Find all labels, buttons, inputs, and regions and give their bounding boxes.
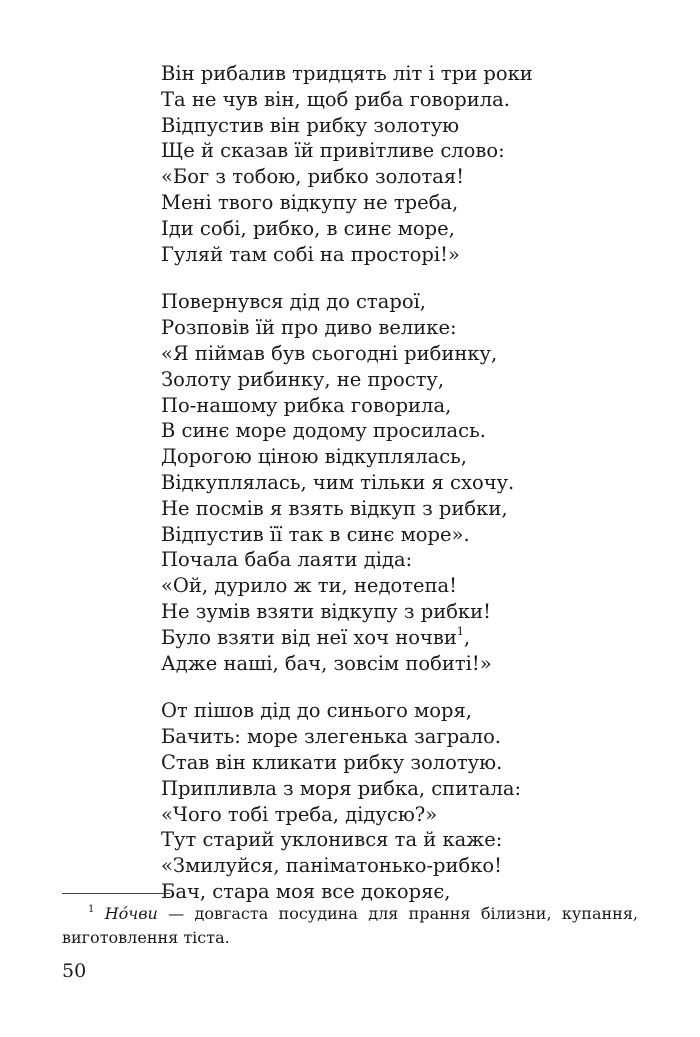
- poem-line: «Бог з тобою, рибко золотая!: [161, 165, 465, 189]
- footnote: [62, 902, 638, 950]
- poem-line: Мені твого відкупу не треба,: [161, 190, 459, 214]
- footnote-term: Нóчви: [104, 904, 158, 923]
- poem-line: Та не чув він, щоб риба говорила.: [161, 87, 510, 111]
- poem-line: Розповів їй про диво велике:: [161, 316, 457, 340]
- poem-line: Він рибалив тридцять літ і три роки: [161, 62, 533, 85]
- poem-line: Бач, стара моя все докоряє,: [161, 879, 451, 903]
- poem-line: «Чого тобі треба, дідусю?»: [161, 802, 438, 826]
- poem-line-punctuation: ,: [463, 625, 471, 649]
- poem-line: Повернувся дід до старої,: [161, 290, 427, 314]
- page-number: 50: [62, 960, 87, 982]
- footnote-reference: 1: [456, 625, 464, 639]
- poem-line: Став він кликати рибку золотую.: [161, 750, 503, 774]
- poem-line: Дорогою ціною відкуплялась,: [161, 445, 467, 469]
- poem-line: Припливла з моря рибка, спитала:: [161, 776, 522, 800]
- poem-line: По-нашому рибка говорила,: [161, 393, 452, 417]
- poem: [161, 61, 631, 927]
- poem-line: Почала баба лаяти діда:: [161, 548, 413, 572]
- poem-line: Відкуплялась, чим тільки я схочу.: [161, 470, 515, 494]
- poem-line-with-footnote: [161, 625, 631, 651]
- poem-line: Золоту рибинку, не просту,: [161, 367, 445, 391]
- stanza-3: [161, 698, 631, 904]
- poem-line: Відпустив він рибку золотую: [161, 113, 460, 137]
- poem-line: Іди собі, рибко, в синє море,: [161, 216, 455, 240]
- poem-line: «Змилуйся, паніматонько-рибко!: [161, 854, 503, 878]
- footnote-marker: 1: [88, 903, 95, 915]
- poem-line: От пішов дід до синього моря,: [161, 699, 472, 723]
- poem-line: В синє море додому просилась.: [161, 419, 486, 443]
- poem-line: «Ой, дурило ж ти, недотепа!: [161, 574, 457, 598]
- poem-line: Бачить: море злегенька заграло.: [161, 725, 502, 749]
- poem-line-text: Було взяти від неї хоч ночви: [161, 625, 457, 649]
- footnote-divider: [62, 893, 170, 894]
- stanza-2: [161, 289, 631, 676]
- footnote-definition: — довгаста посудина для прання білизни, купання, виготовлення тіста.: [62, 904, 638, 947]
- poem-line: Гуляй там собі на просторі!»: [161, 242, 460, 266]
- poem-line: Не посмів я взять відкуп з рибки,: [161, 496, 508, 520]
- poem-line: Не зумів взяти відкупу з рибки!: [161, 599, 491, 623]
- poem-line: Тут старий уклонився та й каже:: [161, 828, 503, 852]
- poem-line: «Я піймав був сьогодні рибинку,: [161, 341, 498, 365]
- poem-line: Адже наші, бач, зовсім побиті!»: [161, 651, 492, 675]
- stanza-1: [161, 61, 631, 267]
- poem-line: Відпустив її так в синє море».: [161, 522, 470, 546]
- poem-line: Ще й сказав їй привітливе слово:: [161, 139, 505, 163]
